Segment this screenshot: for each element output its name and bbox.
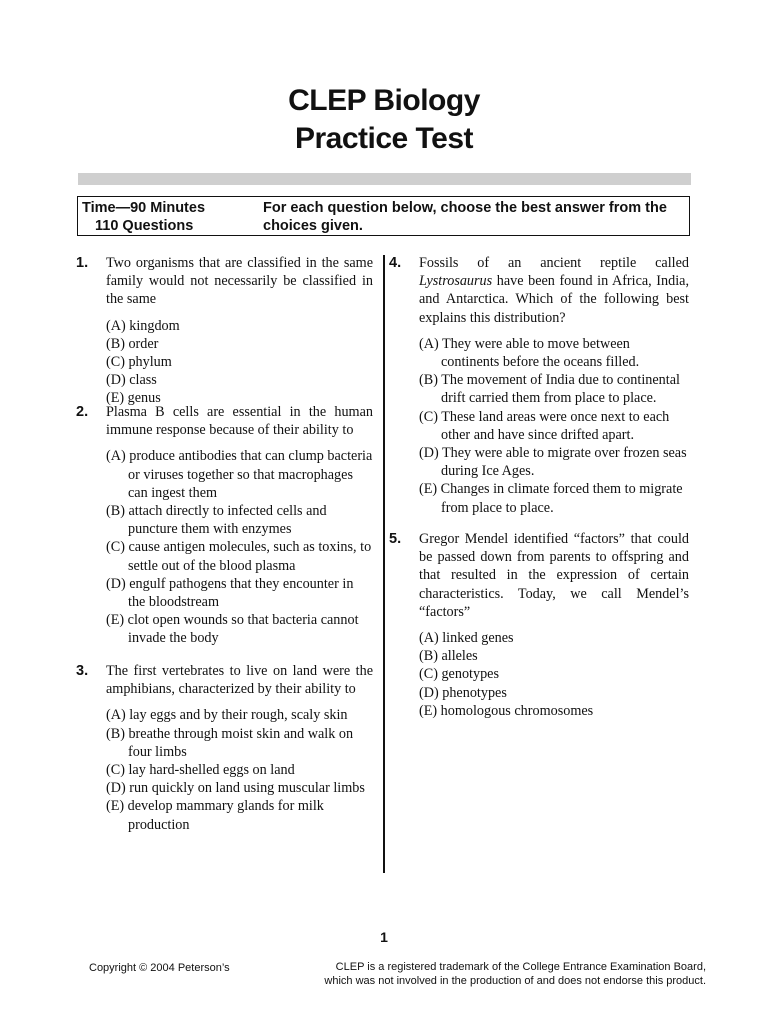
option-b[interactable]: (B) order [106, 335, 159, 352]
option-d[interactable]: (D) class [106, 372, 157, 389]
option-c[interactable]: (C) lay hard-shelled eggs on land [106, 762, 295, 779]
option-e[interactable]: (E) clot open wounds so that bacteria cannot invade the body [106, 612, 359, 647]
question-number: 2. [76, 404, 89, 420]
column-divider [383, 255, 385, 873]
question-stem: Gregor Mendel identified “factors” that could be passed down from parents to offspring and that resulted in the expression of certain characteristics. Today, we call Mendel’s “factors” [419, 531, 689, 620]
option-c[interactable]: (C) These land areas were once next to each other and have since drifted apart. [419, 408, 670, 443]
option-a[interactable]: (A) lay eggs and by their rough, scaly skin [106, 707, 348, 724]
option-b[interactable]: (B) attach directly to infected cells and puncture them with enzymes [106, 503, 327, 538]
option-d[interactable]: (D) run quickly on land using muscular limbs [106, 780, 365, 797]
trademark-line: which was not involved in the production of and does not endorse this product. [324, 975, 706, 987]
instructions-box [77, 196, 690, 236]
option-c[interactable]: (C) genotypes [419, 666, 499, 683]
option-a[interactable]: (A) produce antibodies that can clump bacteria or viruses together so that macrophages can ingest them [106, 448, 373, 501]
option-d[interactable]: (D) phenotypes [419, 684, 507, 701]
option-e[interactable]: (E) Changes in climate forced them to migrate from place to place. [419, 481, 683, 516]
question-count: 110 Questions [95, 218, 194, 234]
answer-options [106, 447, 373, 647]
question-1 [76, 254, 373, 408]
instructions-text: For each question below, choose the best answer from the choices given. [263, 200, 667, 234]
option-e[interactable]: (E) develop mammary glands for milk production [106, 798, 324, 833]
question-2 [76, 403, 373, 648]
question-stem: Plasma B cells are essential in the human immune response because of their ability to [106, 404, 373, 439]
answer-options [419, 629, 689, 720]
species-name: Lystrosaurus [419, 273, 493, 290]
option-d[interactable]: (D) engulf pathogens that they encounter in the bloodstream [106, 575, 354, 611]
option-b[interactable]: (B) alleles [419, 648, 478, 665]
question-stem: Fossils of an ancient reptile called Lystrosaurus have been found in Africa, India, and Antarctica. Which of the following best explains this distribution? [419, 255, 689, 326]
trademark-notice [324, 960, 706, 988]
copyright-notice: Copyright © 2004 Peterson’s [89, 962, 230, 974]
option-e[interactable]: (E) homologous chromosomes [419, 702, 594, 719]
question-stem: Two organisms that are classified in the same family would not necessarily be classified in the same [106, 255, 373, 308]
header-rule [78, 173, 691, 185]
option-c[interactable]: (C) cause antigen molecules, such as toxins, to settle out of the blood plasma [106, 539, 372, 574]
page-subtitle: Practice Test [294, 122, 474, 155]
option-b[interactable]: (B) The movement of India due to continental drift carried them from place to place. [419, 372, 680, 407]
trademark-line: CLEP is a registered trademark of the College Entrance Examination Board, [335, 961, 706, 973]
option-a[interactable]: (A) They were able to move between continents before the oceans filled. [419, 335, 640, 371]
question-number: 1. [76, 255, 89, 271]
option-e[interactable]: (E) genus [106, 390, 161, 407]
option-b[interactable]: (B) breathe through moist skin and walk on four limbs [106, 725, 354, 760]
test-info [82, 199, 252, 235]
option-d[interactable]: (D) They were able to migrate over frozen seas during Ice Ages. [419, 445, 687, 480]
question-number: 4. [389, 255, 402, 271]
question-5 [389, 530, 689, 720]
answer-options [106, 706, 373, 833]
answer-options [106, 317, 373, 408]
page-number: 1 [380, 929, 388, 945]
question-4 [389, 254, 689, 517]
question-3 [76, 662, 373, 834]
option-a[interactable]: (A) linked genes [419, 630, 514, 647]
question-number: 5. [389, 531, 402, 547]
answer-options [419, 335, 689, 517]
option-c[interactable]: (C) phylum [106, 354, 172, 371]
time-limit: Time—90 Minutes [82, 200, 206, 216]
page-title: CLEP Biology [288, 84, 480, 117]
question-stem: The first vertebrates to live on land were the amphibians, characterized by their ability to [106, 663, 373, 698]
question-number: 3. [76, 663, 89, 679]
option-a[interactable]: (A) kingdom [106, 317, 180, 334]
